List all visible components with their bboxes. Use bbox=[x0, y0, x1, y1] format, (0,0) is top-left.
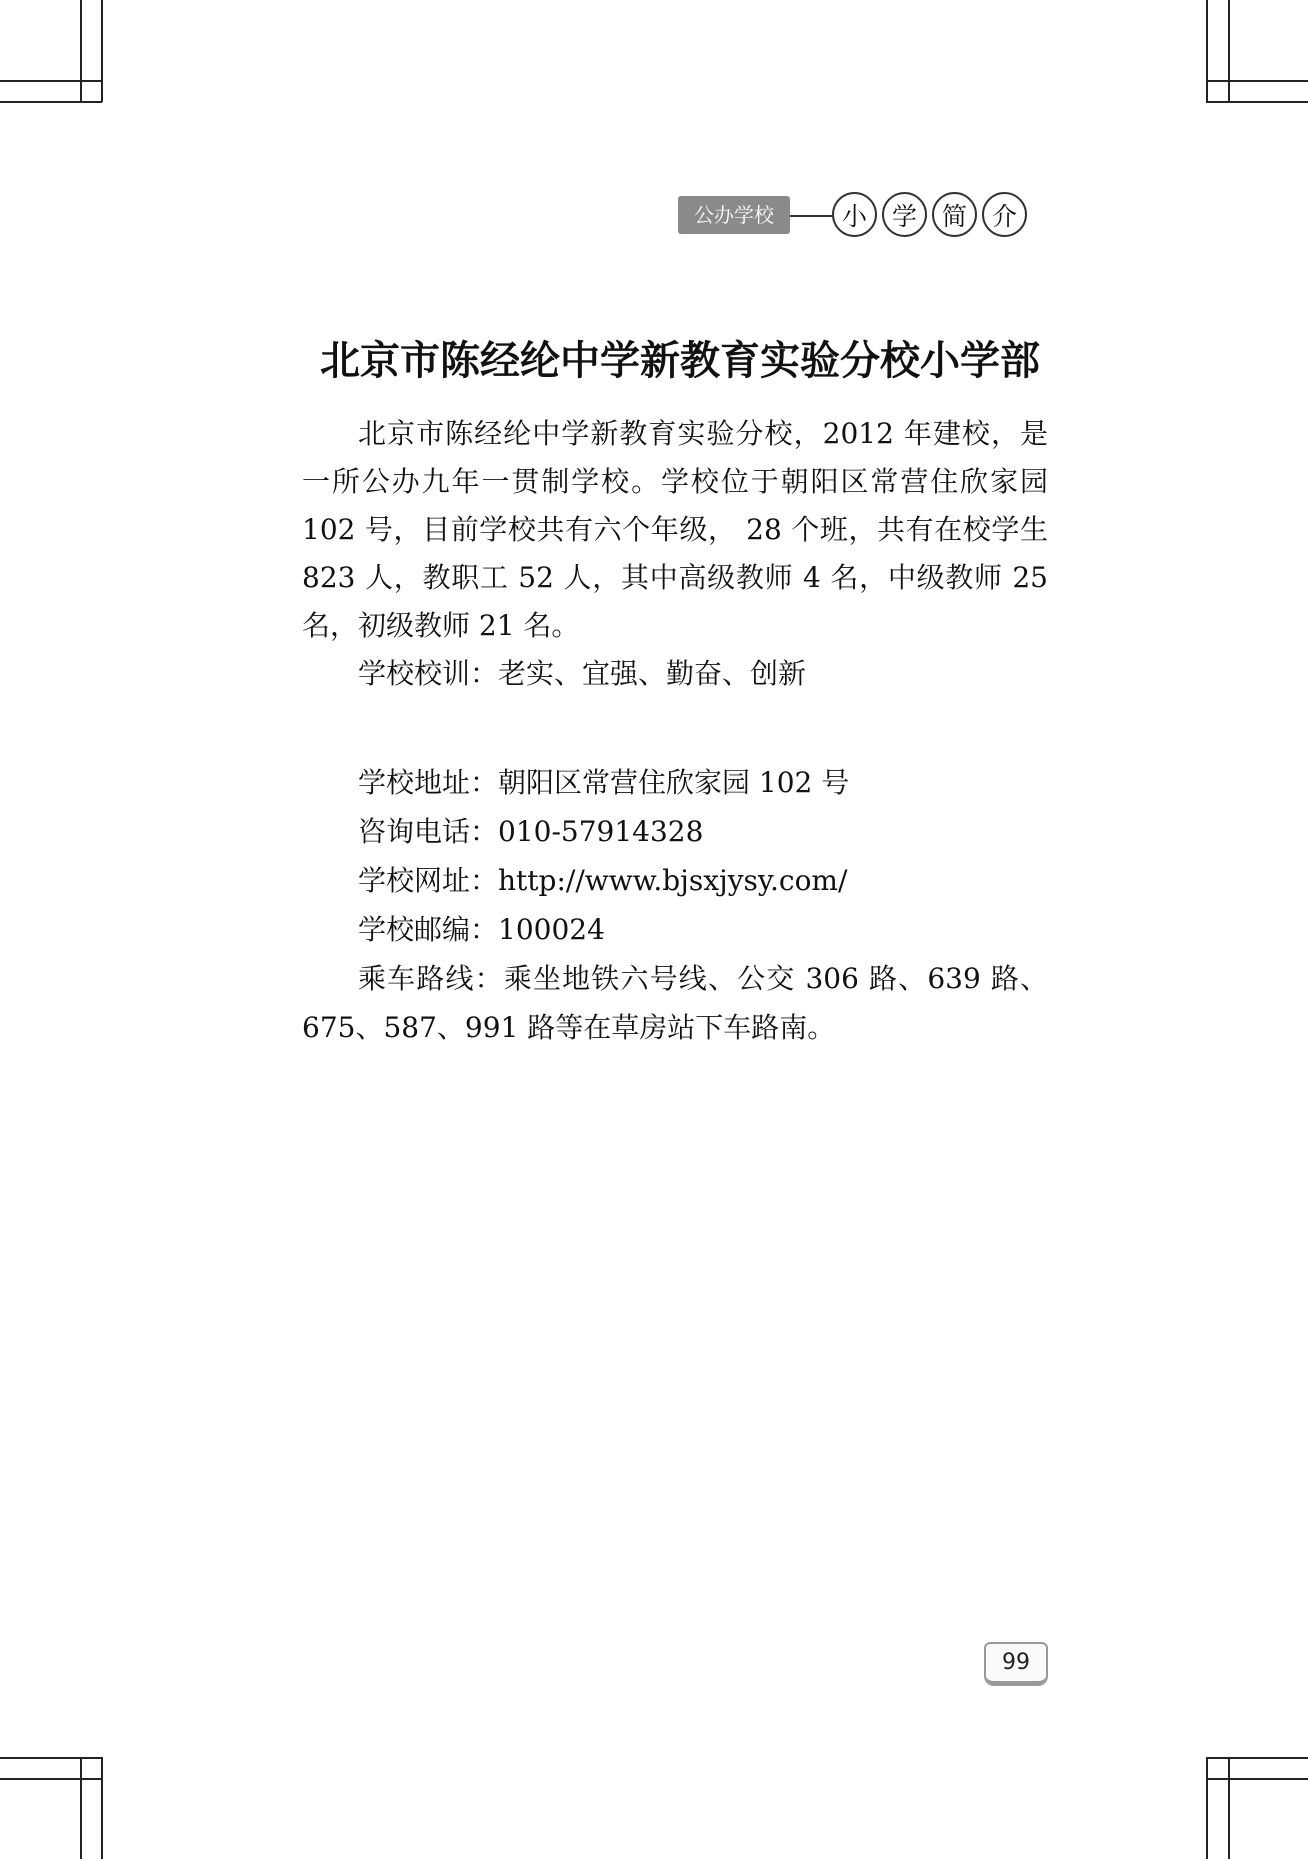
website-value: http://www.bjsxjysy.com/ bbox=[498, 864, 848, 897]
crop-mark bbox=[0, 1757, 102, 1759]
running-header bbox=[678, 192, 1048, 238]
chapter-title-char: 学 bbox=[882, 192, 927, 237]
contact-info bbox=[302, 758, 1048, 1052]
phone-value: 010-57914328 bbox=[498, 815, 704, 848]
school-description bbox=[302, 410, 1048, 698]
route-value: 乘坐地铁六号线、公交 306 路、639 路、675、587、991 路等在草房站下车路南。 bbox=[302, 962, 1048, 1044]
intro-paragraph: 北京市陈经纶中学新教育实验分校，2012 年建校，是一所公办九年一贯制学校。学校位于朝阳区常营住欣家园 102 号，目前学校共有六个年级， 28 个班，共有在校学生 823 人，教职工 52 人，其中高级教师 4 名，中级教师 25 名，初级教师 21 名。 bbox=[302, 417, 1048, 642]
header-connector-line bbox=[790, 215, 832, 217]
address-value: 朝阳区常营住欣家园 102 号 bbox=[498, 766, 850, 799]
postcode-row bbox=[302, 905, 1048, 954]
postcode-value: 100024 bbox=[498, 913, 605, 946]
crop-mark bbox=[0, 1778, 102, 1780]
page-title: 北京市陈经纶中学新教育实验分校小学部 bbox=[320, 338, 1040, 384]
crop-mark bbox=[1206, 101, 1308, 103]
crop-mark bbox=[101, 0, 103, 102]
crop-mark bbox=[0, 80, 102, 82]
phone-row bbox=[302, 807, 1048, 856]
address-row bbox=[302, 758, 1048, 807]
route-row bbox=[302, 954, 1048, 1052]
crop-mark bbox=[1206, 1757, 1208, 1859]
crop-mark bbox=[80, 1757, 82, 1859]
website-row bbox=[302, 856, 1048, 905]
crop-mark bbox=[1228, 1757, 1230, 1859]
address-label: 学校地址： bbox=[358, 766, 499, 799]
school-motto: 学校校训：老实、宜强、勤奋、创新 bbox=[358, 657, 807, 690]
chapter-title bbox=[832, 192, 1027, 237]
crop-mark bbox=[101, 1757, 103, 1859]
crop-mark bbox=[1206, 80, 1308, 82]
website-label: 学校网址： bbox=[358, 864, 499, 897]
chapter-title-char: 小 bbox=[832, 192, 877, 237]
postcode-label: 学校邮编： bbox=[358, 913, 499, 946]
chapter-title-char: 简 bbox=[932, 192, 977, 237]
crop-mark bbox=[1206, 0, 1208, 102]
crop-mark bbox=[80, 0, 82, 102]
crop-mark bbox=[1206, 1757, 1308, 1759]
crop-mark bbox=[0, 101, 102, 103]
crop-mark bbox=[1206, 1778, 1308, 1780]
section-tag: 公办学校 bbox=[678, 196, 790, 234]
phone-label: 咨询电话： bbox=[358, 815, 499, 848]
crop-mark bbox=[1228, 0, 1230, 102]
chapter-title-char: 介 bbox=[982, 192, 1027, 237]
page-number: 99 bbox=[984, 1642, 1048, 1686]
route-label: 乘车路线： bbox=[358, 962, 504, 995]
